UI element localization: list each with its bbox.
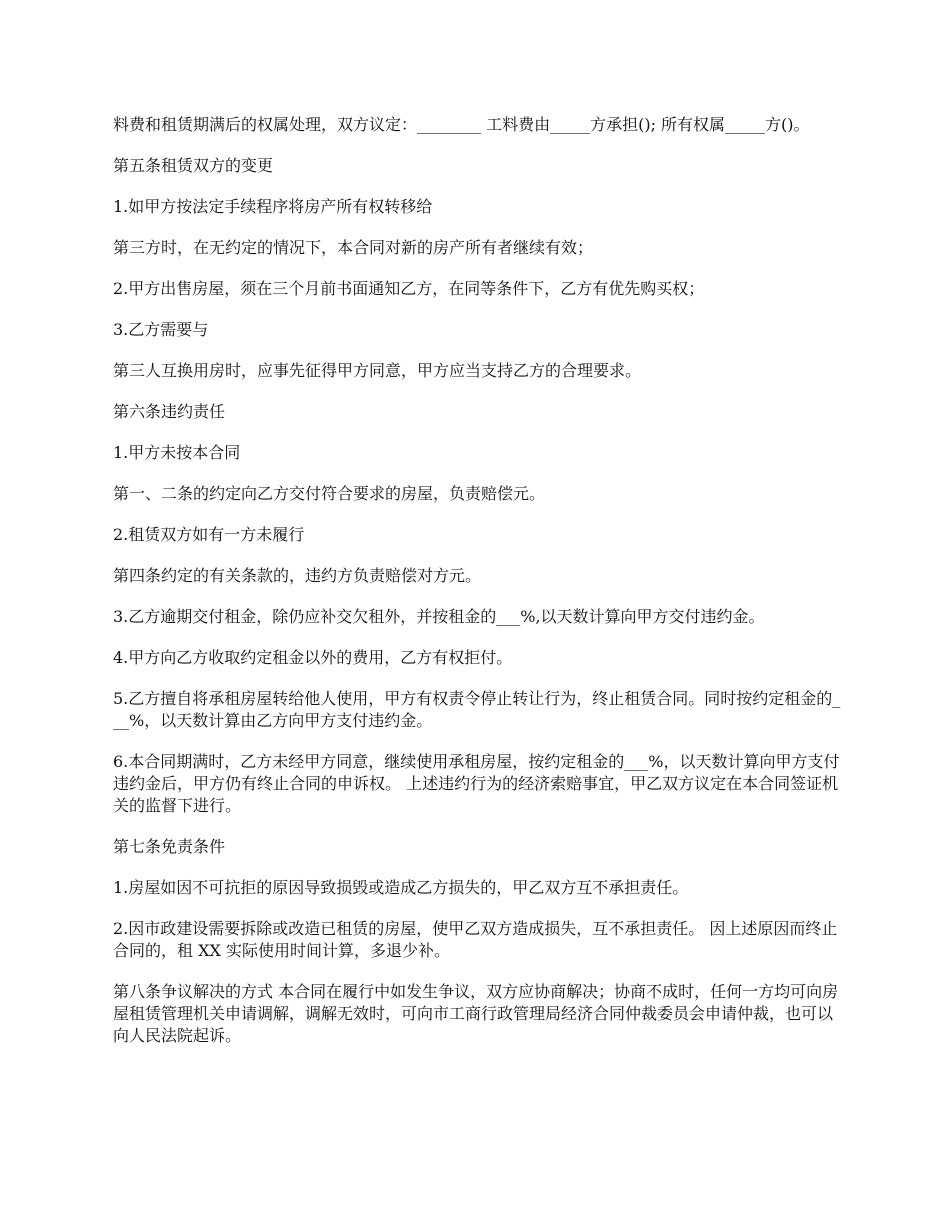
paragraph: 3.乙方逾期交付租金，除仍应补交欠租外，并按租金的___%,以天数计算向甲方交付违约金。 <box>113 607 765 626</box>
paragraph: 2.租赁双方如有一方未履行 <box>113 525 305 544</box>
paragraph: 2.甲方出售房屋，须在三个月前书面通知乙方，在同等条件下，乙方有优先购买权； <box>113 279 705 298</box>
paragraph: 1.如甲方按法定手续程序将房产所有权转移给 <box>113 197 433 216</box>
paragraph: 2.因市政建设需要拆除或改造已租赁的房屋，使甲乙双方造成损失，互不承担责任。 因上述原因而终止合同的，租 XX 实际使用时间计算，多退少补。 <box>113 919 838 960</box>
paragraph-ownership-terms: 料费和租赁期满后的权属处理，双方议定：________ 工料费由_____方承担(); 所有权属_____方()。 <box>113 115 810 134</box>
paragraph: 1.房屋如因不可抗拒的原因导致损毁或造成乙方损失的，甲乙双方互不承担责任。 <box>113 878 689 897</box>
paragraph: 第三人互换用房时，应事先征得甲方同意，甲方应当支持乙方的合理要求。 <box>113 361 642 380</box>
paragraph: 第一、二条的约定向乙方交付符合要求的房屋，负责赔偿元。 <box>113 484 546 503</box>
paragraph: 4.甲方向乙方收取约定租金以外的费用，乙方有权拒付。 <box>113 648 513 667</box>
paragraph: 1.甲方未按本合同 <box>113 443 241 462</box>
section-heading-article-5: 第五条租赁双方的变更 <box>113 156 274 175</box>
paragraph: 3.乙方需要与 <box>113 320 209 339</box>
document-body <box>113 114 841 1066</box>
paragraph: 6.本合同期满时，乙方未经甲方同意，继续使用承租房屋，按约定租金的___%，以天数计算向甲方支付违约金后，甲方仍有终止合同的申诉权。 上述违约行为的经济索赔事宜，甲乙双方议定在本合同签证机关的监督下进行。 <box>113 752 840 815</box>
paragraph-article-8: 第八条争议解决的方式 本合同在履行中如发生争议，双方应协商解决；协商不成时，任何一方均可向房屋租赁管理机关申请调解，调解无效时，可向市工商行政管理局经济合同仲裁委员会申请仲裁，也可以向人民法院起诉。 <box>113 982 839 1045</box>
section-heading-article-6: 第六条违约责任 <box>113 402 226 421</box>
paragraph: 第四条约定的有关条款的，违约方负责赔偿对方元。 <box>113 566 482 585</box>
paragraph: 第三方时，在无约定的情况下，本合同对新的房产所有者继续有效； <box>113 238 594 257</box>
section-heading-article-7: 第七条免责条件 <box>113 837 226 856</box>
paragraph: 5.乙方擅自将承租房屋转给他人使用，甲方有权责令停止转让行为，终止租赁合同。同时按约定租金的___%，以天数计算由乙方向甲方支付违约金。 <box>113 689 841 730</box>
